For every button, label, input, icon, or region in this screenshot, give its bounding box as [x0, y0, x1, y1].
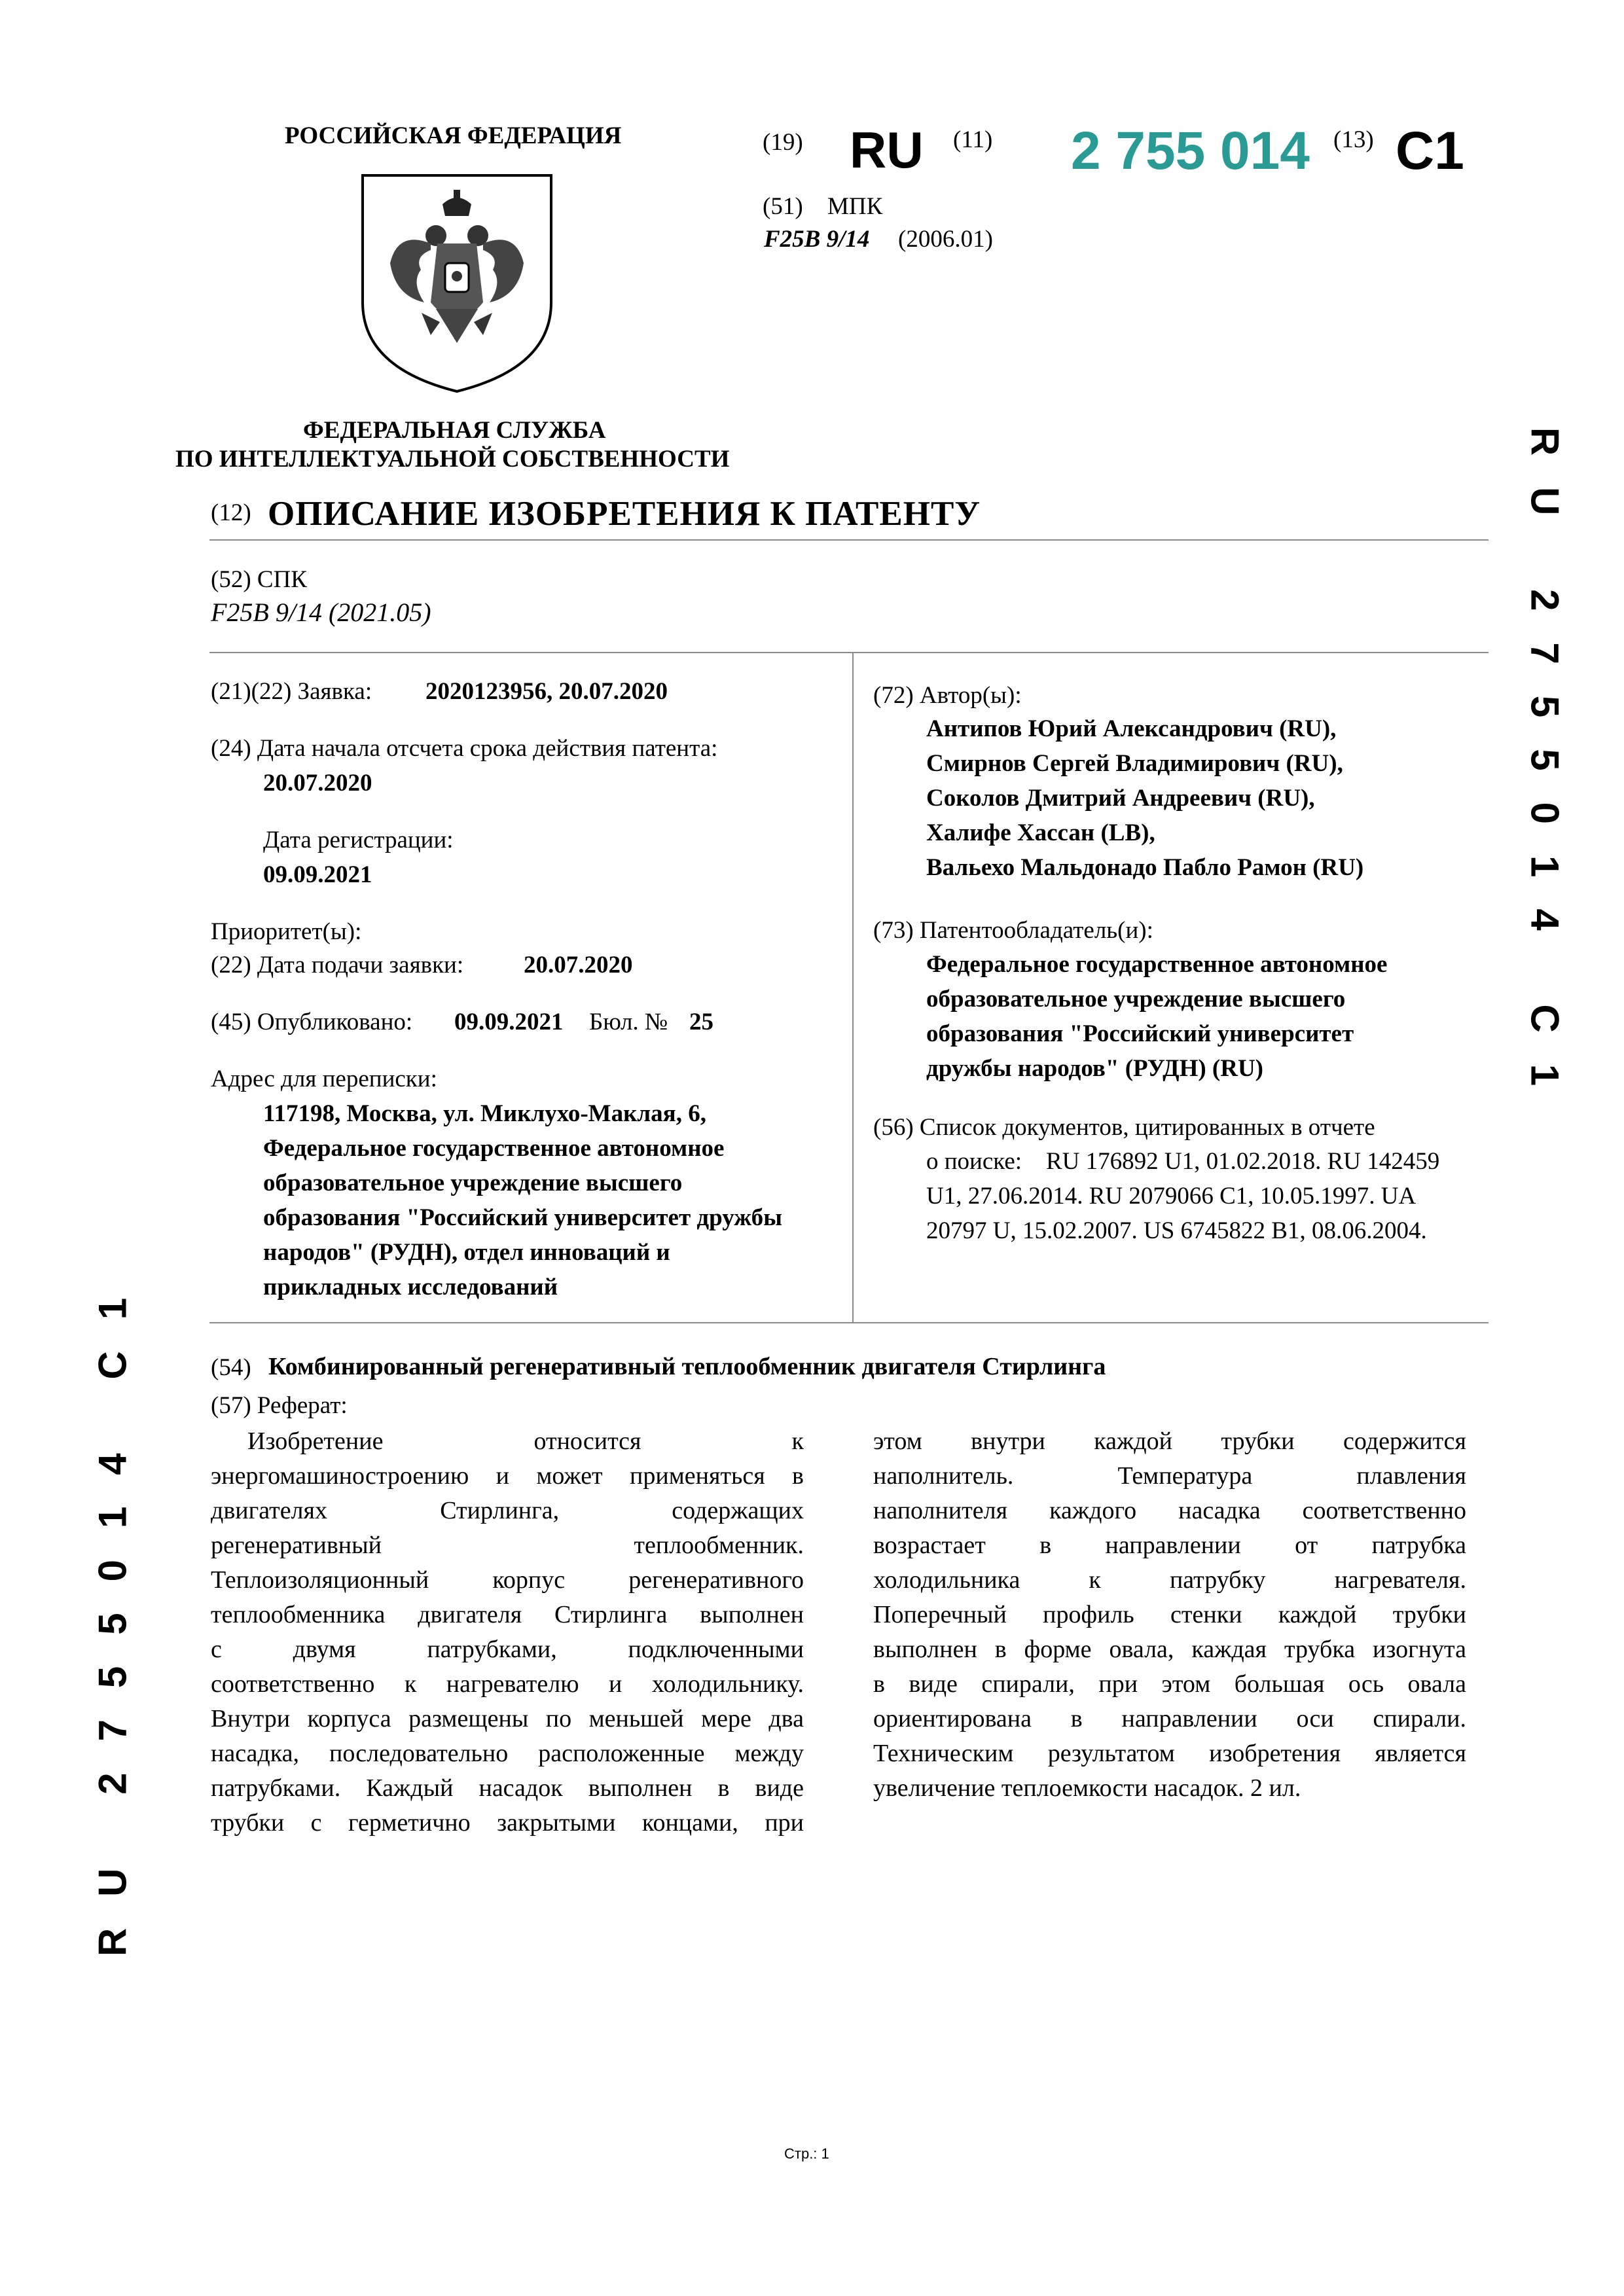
author: Халифе Хассан (LB),: [926, 819, 1155, 846]
spk-label: (52) СПК: [211, 566, 307, 593]
mpk-label: МПК: [827, 193, 883, 220]
abstract-line: ориентирована в направлении оси спирали.: [873, 1705, 1466, 1732]
abstract-line: насадка, последовательно расположенные между: [211, 1740, 804, 1767]
abstract-line: трубки с герметично закрытыми концами, при: [211, 1809, 804, 1837]
abstract-line: холодильника к патрубку нагревателя.: [873, 1566, 1466, 1594]
mpk-version: (2006.01): [898, 226, 993, 253]
invention-name: Комбинированный регенеративный теплообменник двигателя Стирлинга: [268, 1353, 1106, 1380]
abstract-line: увеличение теплоемкости насадок. 2 ил.: [873, 1774, 1301, 1802]
invention-code: (54): [211, 1354, 251, 1381]
filing-value: 20.07.2020: [524, 952, 633, 978]
cited-line: U1, 27.06.2014. RU 2079066 C1, 10.05.1997. UA: [926, 1183, 1416, 1210]
abstract-line: этом внутри каждой трубки содержится: [873, 1427, 1466, 1455]
abstract-line: Техническим результатом изобретения является: [873, 1740, 1466, 1767]
code-19: (19): [763, 129, 803, 156]
title-code: (12): [211, 499, 251, 526]
document-title: ОПИСАНИЕ ИЗОБРЕТЕНИЯ К ПАТЕНТУ: [268, 495, 981, 533]
cited-label-2: о поиске:: [926, 1148, 1022, 1175]
holder-line: образования "Российский университет: [926, 1020, 1354, 1047]
abstract-line: выполнен в форме овала, каждая трубка изогнута: [873, 1636, 1466, 1663]
abstract-column-2: [873, 1424, 1466, 1806]
agency-line-2: ПО ИНТЕЛЛЕКТУАЛЬНОЙ СОБСТВЕННОСТИ: [175, 446, 730, 473]
cited-line: RU 176892 U1, 01.02.2018. RU 142459: [1046, 1148, 1440, 1175]
divider-biblio: [209, 1322, 1489, 1323]
abstract-line: энергомашиностроению и может применяться в: [211, 1462, 804, 1490]
abstract-line: в виде спирали, при этом большая ось овала: [873, 1670, 1466, 1698]
agency-line-1: ФЕДЕРАЛЬНАЯ СЛУЖБА: [303, 417, 606, 444]
published-value: 09.09.2021: [454, 1009, 564, 1035]
kind-code: C1: [1396, 121, 1464, 181]
address-line: Федеральное государственное автономное: [263, 1135, 725, 1162]
abstract-line: Поперечный профиль стенки каждой трубки: [873, 1601, 1466, 1628]
author: Соколов Дмитрий Андреевич (RU),: [926, 785, 1315, 812]
term-label: (24) Дата начала отсчета срока действия патента:: [211, 735, 718, 762]
margin-code-left: RU 2755014 C1: [90, 1266, 135, 1957]
address-line: прикладных исследований: [263, 1274, 558, 1300]
code-51: (51): [763, 193, 803, 220]
abstract-line: двигателях Стирлинга, содержащих: [211, 1497, 804, 1524]
mpk-class: F25B 9/14: [764, 226, 870, 253]
abstract-line: возрастает в направлении от патрубка: [873, 1532, 1466, 1559]
country-code: RU: [850, 121, 924, 179]
author: Смирнов Сергей Владимирович (RU),: [926, 750, 1343, 777]
holder-line: дружбы народов" (РУДН) (RU): [926, 1055, 1264, 1082]
term-value: 20.07.2020: [263, 770, 372, 797]
russian-coat-of-arms-icon: [359, 171, 555, 395]
bulletin-label: Бюл. №: [589, 1009, 668, 1035]
abstract-line: Изобретение относится к: [247, 1427, 804, 1455]
holder-line: образовательное учреждение высшего: [926, 986, 1346, 1013]
holder-block: [926, 947, 1483, 1086]
abstract-line: соответственно к нагревателю и холодильнику.: [211, 1670, 804, 1698]
authors-label: (72) Автор(ы):: [873, 682, 1022, 709]
code-13: (13): [1333, 126, 1374, 153]
registration-label: Дата регистрации:: [263, 827, 454, 853]
abstract-line: теплообменника двигателя Стирлинга выполнен: [211, 1601, 804, 1628]
address-label: Адрес для переписки:: [211, 1066, 437, 1092]
abstract-line: с двумя патрубками, подключенными: [211, 1636, 804, 1663]
holder-label: (73) Патентообладатель(и):: [873, 917, 1153, 944]
cited-documents: [926, 1144, 1489, 1248]
country-name: РОССИЙСКАЯ ФЕДЕРАЦИЯ: [285, 122, 622, 149]
cited-label: (56) Список документов, цитированных в отчете: [873, 1114, 1375, 1141]
abstract-label: (57) Реферат:: [211, 1392, 348, 1419]
patent-number: 2 755 014: [1071, 121, 1310, 181]
address-line: народов" (РУДН), отдел инноваций и: [263, 1239, 670, 1266]
abstract-line: патрубками. Каждый насадок выполнен в виде: [211, 1774, 804, 1802]
column-divider: [852, 653, 854, 1322]
authors-list: [926, 711, 1483, 885]
page-number: Стр.: 1: [784, 2145, 829, 2162]
abstract-line: Внутри корпуса размещены по меньшей мере два: [211, 1705, 804, 1732]
author: Антипов Юрий Александрович (RU),: [926, 715, 1337, 742]
code-11: (11): [953, 126, 993, 153]
priority-label: Приоритет(ы):: [211, 918, 362, 945]
filing-label: (22) Дата подачи заявки:: [211, 952, 464, 978]
address-line: 117198, Москва, ул. Миклухо-Маклая, 6,: [263, 1100, 706, 1127]
abstract-line: наполнитель. Температура плавления: [873, 1462, 1466, 1490]
application-label: (21)(22) Заявка:: [211, 678, 372, 705]
application-value: 2020123956, 20.07.2020: [425, 678, 668, 705]
abstract-column-1: [211, 1424, 804, 1840]
registration-value: 09.09.2021: [263, 861, 372, 888]
address-line: образовательное учреждение высшего: [263, 1170, 683, 1196]
cited-line: 20797 U, 15.02.2007. US 6745822 B1, 08.06.2004.: [926, 1217, 1427, 1244]
divider-spk: [209, 652, 1489, 653]
abstract-line: регенеративный теплообменник.: [211, 1532, 804, 1559]
abstract-line: наполнителя каждого насадка соответственно: [873, 1497, 1466, 1524]
published-label: (45) Опубликовано:: [211, 1009, 413, 1035]
divider-title: [209, 539, 1489, 541]
address-line: образования "Российский университет дружбы: [263, 1204, 782, 1231]
margin-code-right: RU 2755014 C1: [1523, 427, 1567, 1118]
spk-value: F25B 9/14 (2021.05): [211, 598, 431, 627]
address-block: [263, 1096, 846, 1304]
author: Вальехо Мальдонадо Пабло Рамон (RU): [926, 854, 1364, 881]
abstract-line: Теплоизоляционный корпус регенеративного: [211, 1566, 804, 1594]
bulletin-value: 25: [689, 1009, 713, 1035]
holder-line: Федеральное государственное автономное: [926, 951, 1388, 978]
